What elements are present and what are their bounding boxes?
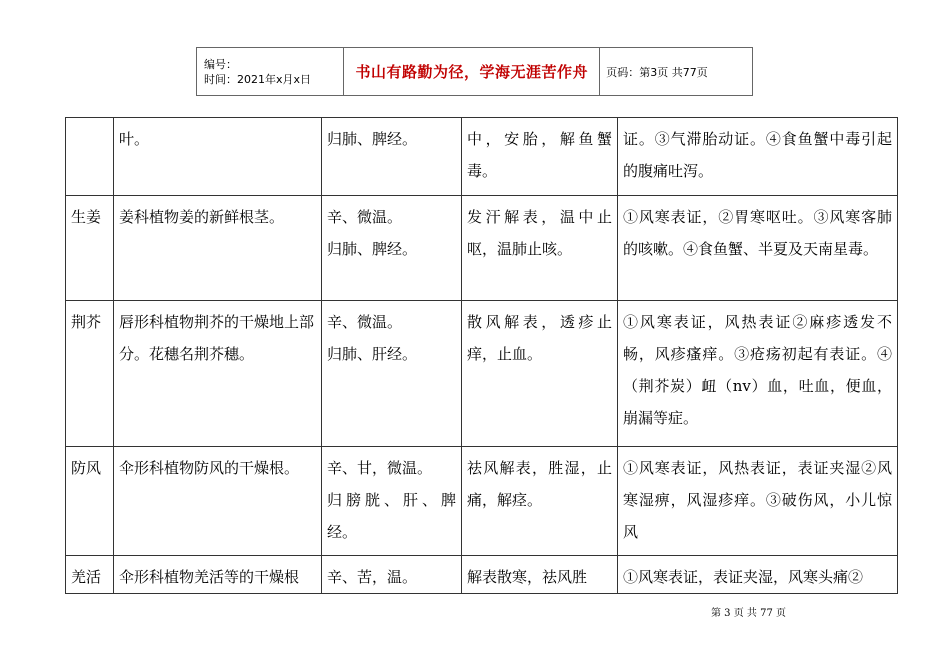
herb-effect-cell: 中，安胎，解鱼蟹毒。 [462, 118, 618, 196]
property-line: 辛、微温。 [327, 313, 403, 331]
herb-usage-cell: ①风寒表证，②胃寒呕吐。③风寒客肺的咳嗽。④食鱼蟹、半夏及天南星毒。 [618, 196, 898, 301]
herb-usage-cell: ①风寒表证，风热表证②麻疹透发不畅，风疹瘙痒。③疮疡初起有表证。④（荆芥炭）衄（nv）血，吐血，便血，崩漏等症。 [618, 301, 898, 447]
herb-property-cell [322, 556, 462, 594]
property-line: 归肺、肝经。 [327, 345, 418, 363]
property-line: 辛、苦，温。 [327, 568, 418, 586]
herb-property-cell [322, 196, 462, 301]
property-line: 归肺、脾经。 [327, 130, 418, 148]
table-row [66, 556, 898, 594]
herb-source-cell: 叶。 [114, 118, 322, 196]
herb-usage-cell: ①风寒表证，风热表证，表证夹湿②风寒湿痹，风湿疹痒。③破伤风，小儿惊风 [618, 447, 898, 556]
property-line: 归膀胱、肝、脾经。 [327, 491, 456, 541]
page-footer: 第 3 页 共 77 页 [711, 608, 786, 619]
table-row [66, 196, 898, 301]
property-line: 辛、甘，微温。 [327, 459, 433, 477]
herb-table [65, 117, 898, 594]
herb-property-cell [322, 447, 462, 556]
herb-source-cell: 伞形科植物羌活等的干燥根 [114, 556, 322, 594]
herb-name-cell: 防风 [66, 447, 114, 556]
herb-source-cell: 姜科植物姜的新鲜根茎。 [114, 196, 322, 301]
table-row [66, 301, 898, 447]
herb-usage-cell: 证。③气滞胎动证。④食鱼蟹中毒引起的腹痛吐泻。 [618, 118, 898, 196]
herb-effect-cell: 发汗解表，温中止呕，温肺止咳。 [462, 196, 618, 301]
herb-property-cell [322, 118, 462, 196]
header-meta [197, 48, 344, 96]
header-page-label: 页码：第3页 共77页 [600, 48, 753, 96]
herb-usage-cell: ①风寒表证，表证夹湿，风寒头痛② [618, 556, 898, 594]
herb-source-cell: 伞形科植物防风的干燥根。 [114, 447, 322, 556]
herb-effect-cell: 祛风解表，胜湿，止痛，解痉。 [462, 447, 618, 556]
herb-effect-cell: 散风解表，透疹止痒，止血。 [462, 301, 618, 447]
table-row [66, 118, 898, 196]
herb-source-cell: 唇形科植物荆芥的干燥地上部分。花穗名荆芥穗。 [114, 301, 322, 447]
herb-name-cell [66, 118, 114, 196]
herb-name-cell: 生姜 [66, 196, 114, 301]
page-header [196, 47, 753, 96]
herb-property-cell [322, 301, 462, 447]
table-row [66, 447, 898, 556]
header-motto: 书山有路勤为径，学海无涯苦作舟 [344, 48, 600, 96]
property-line: 归肺、脾经。 [327, 240, 418, 258]
property-line: 辛、微温。 [327, 208, 403, 226]
herb-name-cell: 荆芥 [66, 301, 114, 447]
time-label: 时间：2021年x月x日 [204, 72, 312, 86]
herb-name-cell: 羌活 [66, 556, 114, 594]
herb-effect-cell: 解表散寒，祛风胜 [462, 556, 618, 594]
number-label: 编号： [204, 57, 237, 71]
